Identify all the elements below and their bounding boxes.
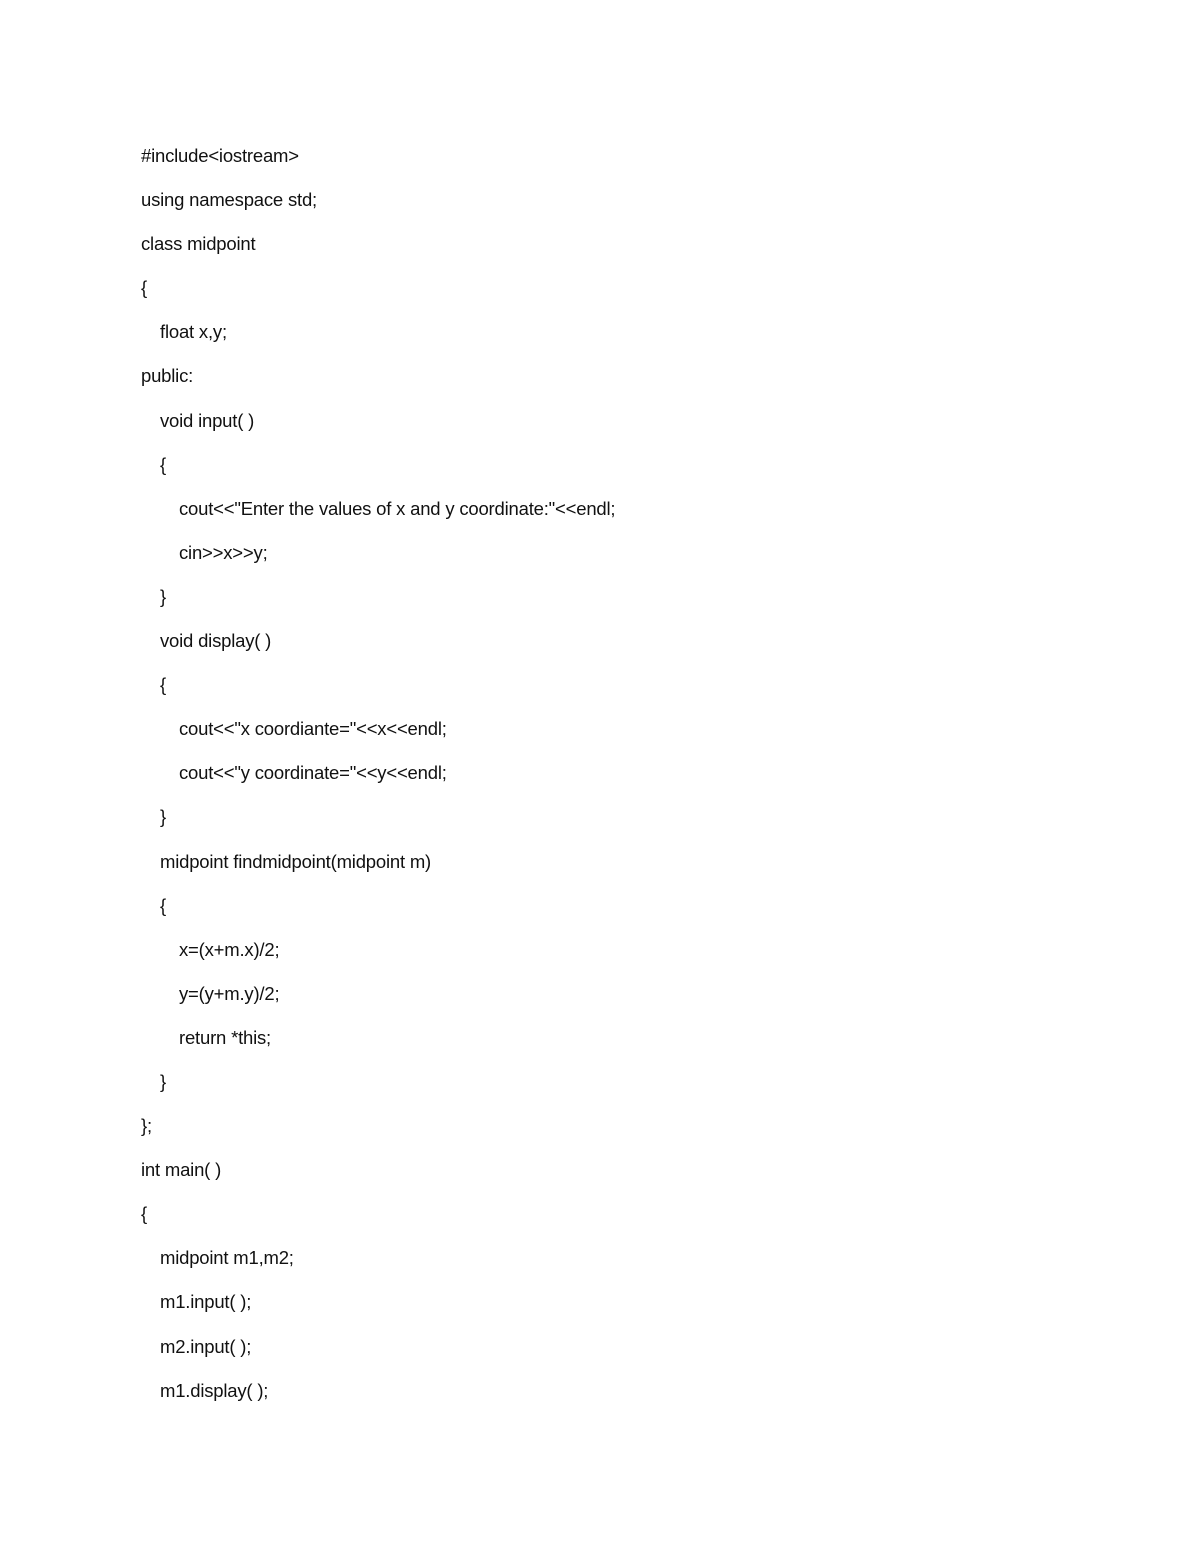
code-line: using namespace std; <box>141 189 317 211</box>
code-line: { <box>160 453 166 475</box>
code-line: int main( ) <box>141 1159 222 1181</box>
code-line: } <box>160 806 166 828</box>
code-line: midpoint m1,m2; <box>160 1247 294 1269</box>
code-line: cout<<"y coordinate="<<y<<endl; <box>179 762 447 784</box>
code-line: m1.input( ); <box>160 1291 252 1313</box>
code-line: void display( ) <box>160 630 272 652</box>
code-line: public: <box>141 365 194 387</box>
code-line: { <box>141 277 147 299</box>
code-line: m1.display( ); <box>160 1379 269 1401</box>
code-line: m2.input( ); <box>160 1335 252 1357</box>
code-line: y=(y+m.y)/2; <box>179 982 280 1004</box>
code-listing <box>141 144 1141 1423</box>
code-line: x=(x+m.x)/2; <box>179 938 280 960</box>
code-line: midpoint findmidpoint(midpoint m) <box>160 850 432 872</box>
code-line: cin>>x>>y; <box>179 541 268 563</box>
code-line: float x,y; <box>160 321 227 343</box>
code-line: } <box>160 1070 166 1092</box>
code-line: cout<<"Enter the values of x and y coordinate:"<<endl; <box>179 497 616 519</box>
code-line: void input( ) <box>160 409 255 431</box>
code-line: { <box>141 1203 147 1225</box>
code-line: { <box>160 894 166 916</box>
code-line: cout<<"x coordiante="<<x<<endl; <box>179 718 447 740</box>
code-line: return *this; <box>179 1026 271 1048</box>
code-line: }; <box>141 1115 152 1137</box>
code-line: } <box>160 585 166 607</box>
code-line: #include<iostream> <box>141 145 299 166</box>
code-line: class midpoint <box>141 233 256 255</box>
code-line: { <box>160 674 166 696</box>
